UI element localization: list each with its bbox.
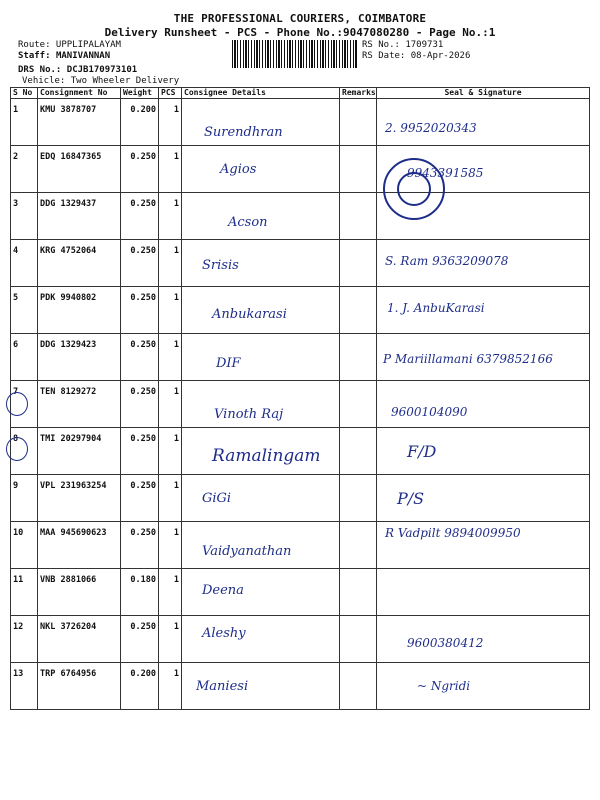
meta-left bbox=[18, 40, 179, 87]
cell-signature bbox=[377, 240, 590, 287]
cell-sno: 12 bbox=[11, 616, 38, 663]
consignee-handwriting: Acson bbox=[228, 215, 268, 230]
cell-signature bbox=[377, 99, 590, 146]
cell-consignment: TEN 8129272 bbox=[38, 381, 121, 428]
col-signature: Seal & Signature bbox=[377, 88, 590, 99]
runsheet-subtitle: Delivery Runsheet - PCS - Phone No.:9047080280 - Page No.:1 bbox=[104, 26, 496, 39]
cell-remarks bbox=[340, 287, 377, 334]
cell-consignee bbox=[182, 428, 340, 475]
cell-signature bbox=[377, 334, 590, 381]
cell-weight: 0.250 bbox=[121, 381, 159, 428]
signature-handwriting: 1. J. AnbuKarasi bbox=[387, 301, 485, 315]
cell-sno: 8 bbox=[11, 428, 38, 475]
cell-consignment: DDG 1329437 bbox=[38, 193, 121, 240]
cell-signature bbox=[377, 381, 590, 428]
cell-consignment: KRG 4752064 bbox=[38, 240, 121, 287]
cell-remarks bbox=[340, 663, 377, 710]
cell-signature bbox=[377, 663, 590, 710]
cell-weight: 0.250 bbox=[121, 240, 159, 287]
cell-sno: 5 bbox=[11, 287, 38, 334]
col-consignment: Consignment No bbox=[38, 88, 121, 99]
circle-mark-8 bbox=[6, 392, 28, 416]
cell-weight: 0.200 bbox=[121, 663, 159, 710]
table-row bbox=[11, 428, 590, 475]
signature-handwriting: 9600380412 bbox=[407, 636, 484, 650]
cell-consignment: TRP 6764956 bbox=[38, 663, 121, 710]
cell-remarks bbox=[340, 616, 377, 663]
cell-consignment: DDG 1329423 bbox=[38, 334, 121, 381]
consignee-handwriting: Anbukarasi bbox=[212, 307, 287, 322]
cell-remarks bbox=[340, 99, 377, 146]
cell-pcs: 1 bbox=[159, 616, 182, 663]
company-title: THE PROFESSIONAL COURIERS, COIMBATORE bbox=[173, 12, 427, 25]
cell-sno: 3 bbox=[11, 193, 38, 240]
consignee-handwriting: Vinoth Raj bbox=[214, 407, 284, 422]
cell-pcs: 1 bbox=[159, 193, 182, 240]
cell-weight: 0.250 bbox=[121, 522, 159, 569]
table-row bbox=[11, 334, 590, 381]
signature-handwriting: ~ Ngridi bbox=[417, 679, 471, 693]
cell-weight: 0.200 bbox=[121, 99, 159, 146]
cell-sno: 11 bbox=[11, 569, 38, 616]
cell-weight: 0.250 bbox=[121, 193, 159, 240]
cell-remarks bbox=[340, 475, 377, 522]
signature-handwriting: 9600104090 bbox=[391, 405, 468, 419]
cell-pcs: 1 bbox=[159, 99, 182, 146]
cell-remarks bbox=[340, 522, 377, 569]
cell-pcs: 1 bbox=[159, 287, 182, 334]
runsheet-table bbox=[10, 87, 590, 710]
cell-sno: 13 bbox=[11, 663, 38, 710]
cell-consignee bbox=[182, 569, 340, 616]
cell-weight: 0.180 bbox=[121, 569, 159, 616]
cell-pcs: 1 bbox=[159, 522, 182, 569]
table-row bbox=[11, 663, 590, 710]
consignee-handwriting: Agios bbox=[220, 162, 257, 177]
signature-handwriting: 9943391585 bbox=[407, 166, 484, 180]
cell-consignment: VPL 231963254 bbox=[38, 475, 121, 522]
drs-number: DCJB170973101 bbox=[66, 65, 138, 75]
consignee-handwriting: DIF bbox=[216, 356, 241, 371]
cell-remarks bbox=[340, 193, 377, 240]
cell-weight: 0.250 bbox=[121, 334, 159, 381]
cell-pcs: 1 bbox=[159, 663, 182, 710]
cell-pcs: 1 bbox=[159, 569, 182, 616]
signature-handwriting: R Vadpilt 9894009950 bbox=[385, 526, 521, 540]
staff-name: MANIVANNAN bbox=[55, 51, 111, 61]
cell-consignee bbox=[182, 99, 340, 146]
cell-remarks bbox=[340, 146, 377, 193]
circle-mark-9 bbox=[6, 437, 28, 461]
consignee-handwriting: Vaidyanathan bbox=[202, 544, 292, 559]
seal-stamp bbox=[383, 158, 445, 220]
cell-sno: 10 bbox=[11, 522, 38, 569]
cell-pcs: 1 bbox=[159, 475, 182, 522]
cell-consignee bbox=[182, 146, 340, 193]
rs-number: RS No.: 1709731 bbox=[362, 40, 444, 50]
table-row bbox=[11, 381, 590, 428]
cell-consignee bbox=[182, 663, 340, 710]
col-sno: S No bbox=[11, 88, 38, 99]
table-row bbox=[11, 287, 590, 334]
table-row bbox=[11, 240, 590, 287]
cell-consignee bbox=[182, 240, 340, 287]
table-row bbox=[11, 522, 590, 569]
cell-consignee bbox=[182, 287, 340, 334]
cell-signature bbox=[377, 428, 590, 475]
staff-line: Staff: MANIVANNAN bbox=[18, 51, 111, 61]
cell-sno: 2 bbox=[11, 146, 38, 193]
consignee-handwriting: Ramalingam bbox=[212, 446, 321, 466]
table-row bbox=[11, 193, 590, 240]
cell-remarks bbox=[340, 240, 377, 287]
col-consignee: Consignee Details bbox=[182, 88, 340, 99]
signature-handwriting: P Mariillamani 6379852166 bbox=[383, 352, 553, 366]
cell-consignee bbox=[182, 522, 340, 569]
cell-consignee bbox=[182, 193, 340, 240]
cell-consignment: PDK 9940802 bbox=[38, 287, 121, 334]
cell-weight: 0.250 bbox=[121, 428, 159, 475]
drs-line: DRS No.: DCJB170973101 bbox=[18, 65, 138, 75]
cell-signature bbox=[377, 569, 590, 616]
cell-remarks bbox=[340, 381, 377, 428]
cell-consignment: EDQ 16847365 bbox=[38, 146, 121, 193]
table-row bbox=[11, 616, 590, 663]
table-row bbox=[11, 99, 590, 146]
vehicle-text: Vehicle: Two Wheeler Delivery bbox=[22, 76, 180, 86]
signature-handwriting: F/D bbox=[407, 442, 437, 461]
cell-sno: 6 bbox=[11, 334, 38, 381]
cell-consignment: NKL 3726204 bbox=[38, 616, 121, 663]
cell-remarks bbox=[340, 428, 377, 475]
cell-pcs: 1 bbox=[159, 146, 182, 193]
col-pcs: PCS bbox=[159, 88, 182, 99]
cell-weight: 0.250 bbox=[121, 287, 159, 334]
cell-pcs: 1 bbox=[159, 381, 182, 428]
table-row bbox=[11, 475, 590, 522]
signature-handwriting: S. Ram 9363209078 bbox=[385, 254, 509, 268]
route-text: Route: UPPLIPALAYAM bbox=[18, 40, 121, 50]
table-header-row bbox=[11, 88, 590, 99]
consignee-handwriting: Surendhran bbox=[204, 125, 283, 140]
meta-right bbox=[362, 40, 470, 62]
cell-consignee bbox=[182, 334, 340, 381]
cell-pcs: 1 bbox=[159, 334, 182, 381]
cell-weight: 0.250 bbox=[121, 616, 159, 663]
consignee-handwriting: Maniesi bbox=[196, 679, 249, 694]
cell-signature bbox=[377, 475, 590, 522]
table-row bbox=[11, 146, 590, 193]
rs-date: RS Date: 08-Apr-2026 bbox=[362, 51, 471, 61]
cell-sno: 7 bbox=[11, 381, 38, 428]
table-row bbox=[11, 569, 590, 616]
cell-consignment: TMI 20297904 bbox=[38, 428, 121, 475]
cell-consignee bbox=[182, 381, 340, 428]
consignee-handwriting: Aleshy bbox=[202, 626, 246, 641]
cell-remarks bbox=[340, 334, 377, 381]
cell-consignment: KMU 3878707 bbox=[38, 99, 121, 146]
cell-consignee bbox=[182, 475, 340, 522]
cell-sno: 4 bbox=[11, 240, 38, 287]
consignee-handwriting: Deena bbox=[202, 583, 244, 598]
cell-sno: 1 bbox=[11, 99, 38, 146]
cell-consignment: MAA 945690623 bbox=[38, 522, 121, 569]
cell-weight: 0.250 bbox=[121, 475, 159, 522]
cell-signature bbox=[377, 522, 590, 569]
signature-handwriting: 2. 9952020343 bbox=[385, 121, 477, 135]
cell-sno: 9 bbox=[11, 475, 38, 522]
cell-remarks bbox=[340, 569, 377, 616]
cell-weight: 0.250 bbox=[121, 146, 159, 193]
cell-signature bbox=[377, 287, 590, 334]
cell-pcs: 1 bbox=[159, 428, 182, 475]
signature-handwriting: P/S bbox=[397, 489, 425, 508]
col-remarks: Remarks bbox=[340, 88, 377, 99]
barcode bbox=[232, 40, 358, 68]
consignee-handwriting: GiGi bbox=[202, 491, 232, 506]
cell-consignment: VNB 2881066 bbox=[38, 569, 121, 616]
cell-pcs: 1 bbox=[159, 240, 182, 287]
cell-signature bbox=[377, 616, 590, 663]
cell-consignee bbox=[182, 616, 340, 663]
col-weight: Weight bbox=[121, 88, 159, 99]
consignee-handwriting: Srisis bbox=[202, 258, 239, 273]
